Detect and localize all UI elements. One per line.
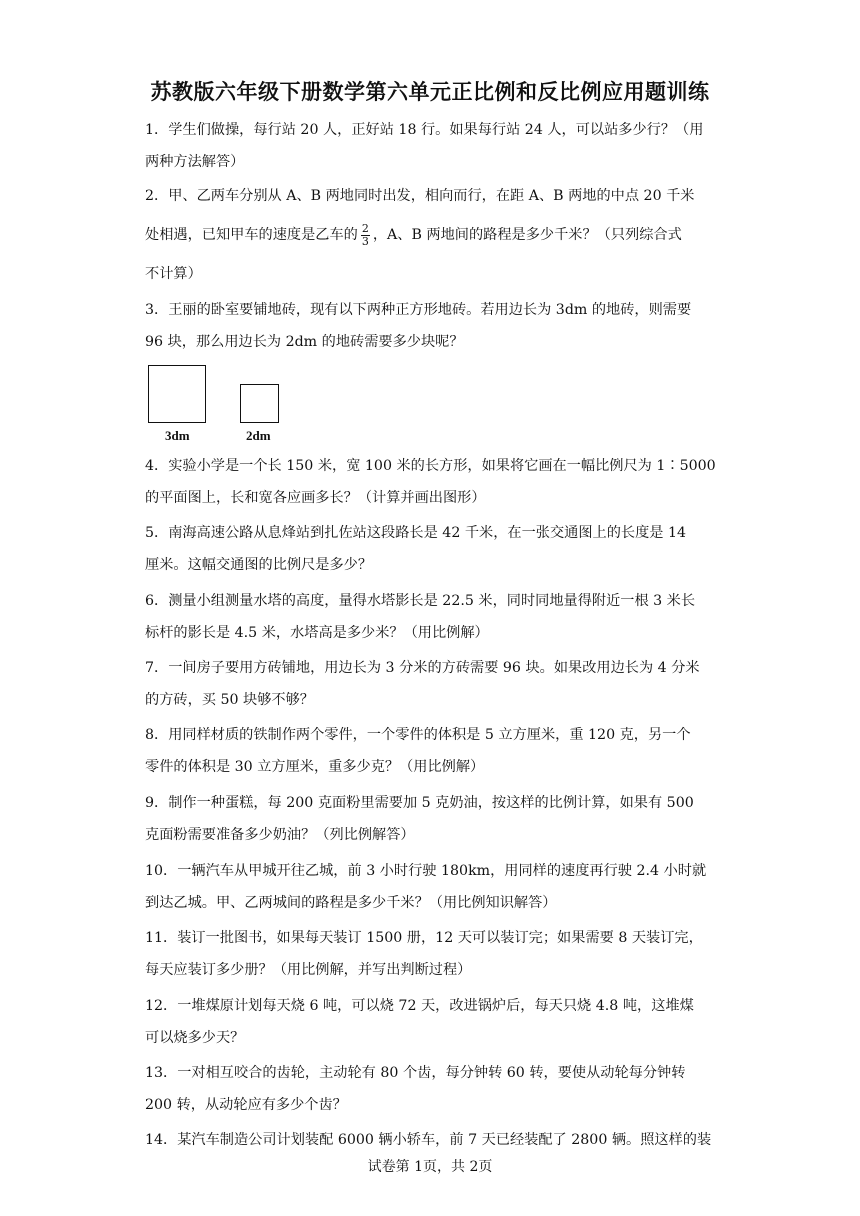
question-line: 标杆的影长是 4.5 米，水塔高是多少米？（用比例解）	[145, 625, 489, 641]
question-text: ，A、B 两地间的路程是多少千米？（只列综合式	[372, 227, 682, 243]
question-line: 11．装订一批图书，如果每天装订 1500 册，12 天可以装订完；如果需要 8 天装订完，	[145, 930, 703, 946]
question-line: 1．学生们做操，每行站 20 人，正好站 18 行。如果每行站 24 人，可以站多少行？（用	[145, 122, 704, 138]
question-4	[145, 450, 717, 514]
question-6	[145, 585, 717, 649]
question-line: 的方砖，买 50 块够不够？	[145, 692, 314, 708]
question-line: 4．实验小学是一个长 150 米，宽 100 米的长方形，如果将它画在一幅比例尺为 1∶5000	[145, 458, 716, 474]
question-line: 厘米。这幅交通图的比例尺是多少？	[145, 557, 373, 573]
question-9	[145, 787, 717, 851]
question-line: 96 块，那么用边长为 2dm 的地砖需要多少块呢？	[145, 334, 464, 350]
question-line: 两种方法解答）	[145, 154, 245, 170]
question-line: 10．一辆汽车从甲城开往乙城，前 3 小时行驶 180km，用同样的速度再行驶 2.4 小时就	[145, 863, 707, 879]
question-7	[145, 652, 717, 716]
question-line: 不计算）	[145, 266, 202, 282]
question-2	[145, 180, 717, 290]
question-line: 到达乙城。甲、乙两城间的路程是多少千米？（用比例知识解答）	[145, 895, 557, 911]
question-line-with-fraction	[145, 212, 717, 258]
question-8	[145, 719, 717, 783]
small-tile-label: 2dm	[246, 428, 271, 443]
question-12	[145, 990, 717, 1054]
question-line: 9．制作一种蛋糕，每 200 克面粉里需要加 5 克奶油，按这样的比例计算，如果有 500	[145, 795, 694, 811]
page-title: 苏教版六年级下册数学第六单元正比例和反比例应用题训练	[150, 80, 710, 104]
large-tile-square	[148, 365, 206, 423]
question-line: 零件的体积是 30 立方厘米，重多少克？（用比例解）	[145, 759, 485, 775]
question-5	[145, 517, 717, 581]
question-10	[145, 855, 717, 919]
question-line: 8．用同样材质的铁制作两个零件，一个零件的体积是 5 立方厘米，重 120 克，另一个	[145, 727, 691, 743]
question-3	[145, 294, 717, 358]
page-footer: 试卷第 1页，共 2页	[367, 1159, 493, 1175]
question-line: 13．一对相互咬合的齿轮，主动轮有 80 个齿，每分钟转 60 转，要使从动轮每分钟转	[145, 1065, 686, 1081]
question-line: 2．甲、乙两车分别从 A、B 两地同时出发，相向而行，在距 A、B 两地的中点 20 千米	[145, 188, 695, 204]
question-1	[145, 114, 717, 178]
question-line: 每天应装订多少册？（用比例解，并写出判断过程）	[145, 962, 472, 978]
question-11	[145, 922, 717, 986]
question-line: 的平面图上，长和宽各应画多长？（计算并画出图形）	[145, 490, 486, 506]
fraction-denominator: 3	[361, 234, 369, 248]
question-line: 6．测量小组测量水塔的高度，量得水塔影长是 22.5 米，同时同地量得附近一根 3 米长	[145, 593, 696, 609]
question-line: 5．南海高速公路从息烽站到扎佐站这段路长是 42 千米，在一张交通图上的长度是 14	[145, 525, 687, 541]
question-line: 12．一堆煤原计划每天烧 6 吨，可以烧 72 天，改进锅炉后，每天只烧 4.8 吨，这堆煤	[145, 998, 694, 1014]
question-13	[145, 1057, 717, 1121]
question-text: 处相遇，已知甲车的速度是乙车的	[145, 227, 358, 243]
large-tile-label: 3dm	[165, 428, 190, 443]
question-line: 3．王丽的卧室要铺地砖，现有以下两种正方形地砖。若用边长为 3dm 的地砖，则需要	[145, 302, 692, 318]
question-line: 可以烧多少天？	[145, 1030, 245, 1046]
small-tile-square	[240, 384, 279, 423]
fraction-numerator: 2	[361, 221, 369, 235]
fraction	[361, 223, 370, 248]
tile-figure	[145, 362, 305, 446]
question-line: 克面粉需要准备多少奶油？（列比例解答）	[145, 827, 415, 843]
question-line: 200 转，从动轮应有多少个齿？	[145, 1097, 347, 1113]
question-14	[145, 1124, 717, 1156]
question-line: 14．某汽车制造公司计划装配 6000 辆小轿车，前 7 天已经装配了 2800 辆。照这样的装	[145, 1132, 712, 1148]
question-line: 7．一间房子要用方砖铺地，用边长为 3 分米的方砖需要 96 块。如果改用边长为 4 分米	[145, 660, 700, 676]
